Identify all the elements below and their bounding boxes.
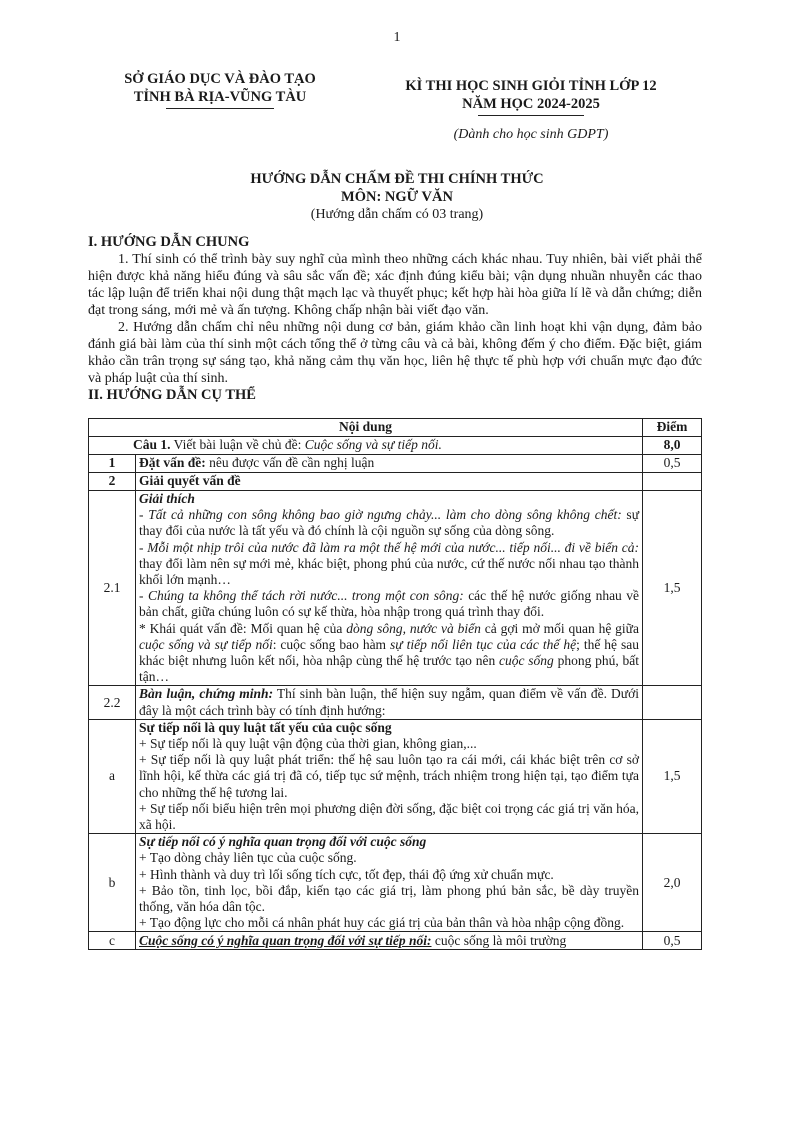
row-1-score: 0,5 (643, 455, 702, 473)
explanation-quote-1: - Tất cả những con sông không bao giờ ngưng chảy... làm cho dòng sông không chết: (139, 507, 622, 523)
page-count-note: (Hướng dẫn chấm có 03 trang) (310, 207, 484, 222)
province-name: TỈNH BÀ RỊA-VŨNG TÀU (133, 89, 307, 105)
row-a-score: 1,5 (643, 719, 702, 833)
general-guidance (88, 234, 702, 404)
subject-title: MÔN: NGỮ VĂN (341, 189, 453, 205)
row-2-2-number: 2.2 (89, 686, 136, 719)
point-a-heading: Sự tiếp nối là quy luật tất yếu của cuộc sống (139, 719, 392, 735)
row-2-content: Giải quyết vấn đề (136, 473, 643, 491)
table-row (89, 834, 702, 932)
point-b-line-3: + Bảo tồn, tinh lọc, bồi đắp, kiến tạo các giá trị, làm phong phú bản sắc, bề dày truyền thống, văn hóa dân tộc. (139, 882, 639, 915)
question-1-label: Câu 1. (133, 437, 171, 453)
audience-note: (Dành cho học sinh GDPT) (453, 127, 609, 142)
row-2-2-content (136, 686, 643, 719)
general-heading: I. HƯỚNG DẪN CHUNG (88, 234, 250, 250)
summary-text: * Khái quát vấn đề: Mối quan hệ của dòng sông, nước và biển cả gợi mở mối quan hệ giữa cuộc sống và sự tiếp nối: cuộc sống bao hàm sự tiếp nối liên tục của các thế hệ; thế hệ sau khác biệt nhưng luôn kết nối, hòa nhập cùng thế hệ trước tạo nên cuộc sống phong phú, bất tận… (139, 620, 640, 685)
question-1-score: 8,0 (643, 437, 702, 455)
row-b-score: 2,0 (643, 834, 702, 932)
row-2-score (643, 473, 702, 491)
department-underline (166, 108, 274, 109)
question-1-topic: Cuộc sống và sự tiếp nối. (304, 437, 442, 453)
point-a-line-1: + Sự tiếp nối là quy luật vận động của thời gian, không gian,... (139, 736, 477, 752)
row-1-text: nêu được vấn đề cần nghị luận (205, 455, 375, 471)
discussion-label: Bàn luận, chứng minh: (139, 686, 274, 702)
row-a-content (136, 719, 643, 833)
row-a-number: a (89, 719, 136, 833)
page-number: 1 (393, 30, 401, 45)
general-paragraph-1: 1. Thí sinh có thể trình bày suy nghĩ của mình theo những cách khác nhau. Tuy nhiên, bài viết phải thể hiện được khả năng hiểu đúng và sâu sắc vấn đề; xác định đúng kiểu bài; vận dụng nhuần nhuyễn các thao tác lập luận để triển khai nội dung thật mạch lạc và thuyết phục; kết hợp hài hòa giữa lí lẽ và dẫn chứng; diễn đạt trong sáng, mới mẻ và ấn tượng. Không chấp nhận bài viết đạo văn. (88, 252, 702, 318)
school-year: NĂM HỌC 2024-2025 (462, 96, 600, 112)
explanation-quote-3: - Chúng ta không thể tách rời nước... trong một con sông: (139, 588, 464, 604)
point-c-heading: Cuộc sống có ý nghĩa quan trọng đối với sự tiếp nối: (139, 932, 432, 948)
row-2-1-number: 2.1 (89, 491, 136, 686)
explanation-text-2: thay đổi làm nên sự mới mẻ, khác biệt, phong phú của nước, cứ thế nước nối nhau tạo thành khối lớn mạnh… (139, 555, 639, 588)
explanation-text-3: các thế hệ nước giống nhau về bản chất, giữa chúng luôn có sự kế thừa, hòa nhập trong quá trình thay đổi. (139, 588, 639, 620)
table-row (89, 473, 702, 491)
question-1-text: Viết bài luận về chủ đề: (170, 437, 305, 453)
table-row (89, 719, 702, 833)
department-name: SỞ GIÁO DỤC VÀ ĐÀO TẠO (124, 71, 316, 87)
document-title: HƯỚNG DẪN CHẤM ĐỀ THI CHÍNH THỨC (250, 171, 544, 187)
explanation-text-1: sự thay đổi của nước là tất yếu và đó chính là cội nguồn sự sống của dòng sông. (139, 507, 640, 539)
header-content: Nội dung (89, 419, 643, 437)
department-header (100, 70, 340, 109)
row-1-number: 1 (89, 455, 136, 473)
question-1-cell (89, 437, 643, 455)
table-row (89, 932, 702, 950)
discussion-text: Thí sinh bàn luận, thể hiện suy ngẫm, quan điểm về vấn đề. Dưới đây là một cách trình bày có tính định hướng: (139, 686, 639, 718)
point-b-heading: Sự tiếp nối có ý nghĩa quan trọng đối với cuộc sống (139, 834, 427, 850)
exam-name: KÌ THI HỌC SINH GIỎI TỈNH LỚP 12 (405, 78, 657, 94)
question-1-row (89, 437, 702, 455)
header-score: Điểm (643, 419, 702, 437)
row-c-number: c (89, 932, 136, 950)
general-paragraph-2: 2. Hướng dẫn chấm chỉ nêu những nội dung cơ bản, giám khảo cần linh hoạt khi vận dụng, đảm bảo đánh giá bài làm của thí sinh một cách tổng thể ở từng câu và cả bài, không đếm ý cho điểm. Đặc biệt, giám khảo cần trân trọng sự sáng tạo, khả năng cảm thụ văn học, liên hệ thực tế phù hợp với chuẩn mực đạo đức và pháp luật của thí sinh. (88, 320, 702, 386)
table-header-row (89, 419, 702, 437)
table-row (89, 686, 702, 719)
row-c-score: 0,5 (643, 932, 702, 950)
document-title-block (0, 170, 794, 224)
exam-header (366, 77, 696, 116)
row-b-content (136, 834, 643, 932)
row-2-1-score: 1,5 (643, 491, 702, 686)
row-c-content (136, 932, 643, 950)
row-2-1-content (136, 491, 643, 686)
exam-underline (478, 115, 584, 116)
explanation-heading: Giải thích (139, 491, 195, 506)
row-1-content (136, 455, 643, 473)
point-b-line-4: + Tạo động lực cho mỗi cá nhân phát huy các giá trị của bản thân và hòa nhập cộng đồng. (139, 915, 625, 931)
row-2-2-score (643, 686, 702, 719)
row-b-number: b (89, 834, 136, 932)
point-a-line-3: + Sự tiếp nối biểu hiện trên mọi phương diện đời sống, đặc biệt coi trọng các giá trị văn hóa, xã hội. (139, 800, 639, 833)
table-row (89, 455, 702, 473)
grading-table (88, 418, 702, 950)
point-c-text: cuộc sống là môi trường (431, 932, 567, 948)
point-a-line-2: + Sự tiếp nối là quy luật phát triển: thế hệ sau luôn tạo ra cái mới, cái khác biệt trên cơ sở lĩnh hội, kế thừa các giá trị đã có, tiếp tục sứ mệnh, trách nhiệm trong hiện tại, tạo điểm tựa cho những thế hệ tương lai. (139, 752, 639, 800)
point-b-line-1: + Tạo dòng chảy liên tục của cuộc sống. (139, 850, 357, 866)
point-b-line-2: + Hình thành và duy trì lối sống tích cực, tốt đẹp, thái độ ứng xử chuẩn mực. (139, 866, 554, 882)
row-2-number: 2 (89, 473, 136, 491)
specific-heading: II. HƯỚNG DẪN CỤ THỂ (88, 387, 256, 403)
explanation-quote-2: - Mỗi một nhịp trôi của nước đã làm ra một thế hệ mới của nước... tiếp nối... đi về biển cả: (139, 539, 639, 555)
row-1-label: Đặt vấn đề: (139, 455, 206, 471)
table-row (89, 491, 702, 686)
